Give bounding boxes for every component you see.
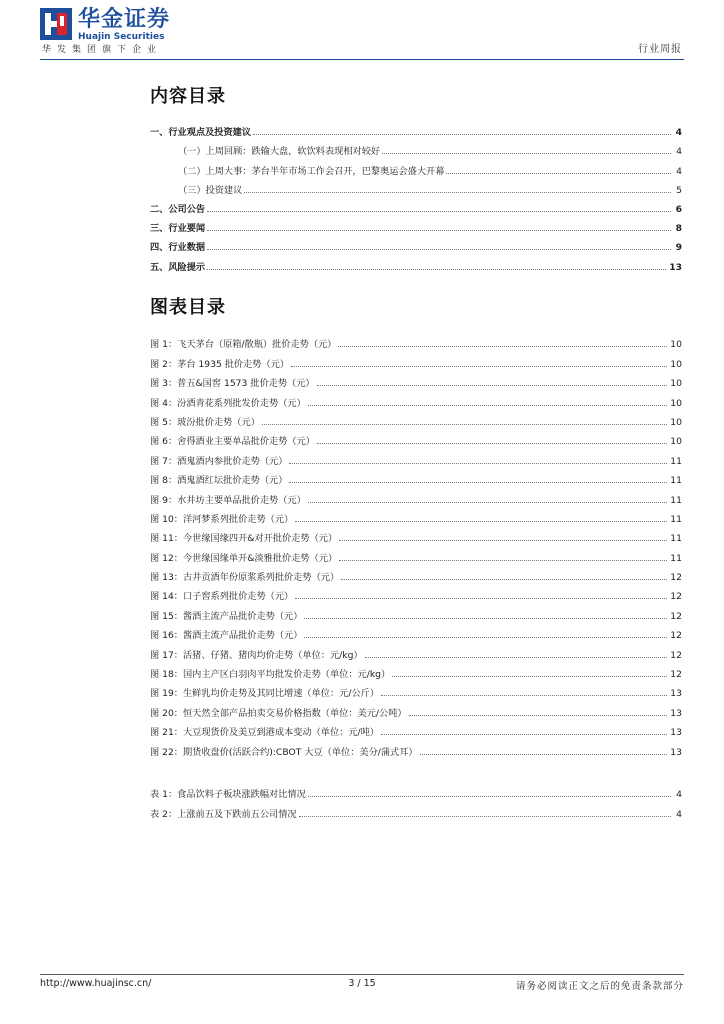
brand-name-en: Huajin Securities [78, 32, 165, 42]
toc-title: 内容目录 [150, 86, 226, 107]
dot-leader [295, 520, 667, 522]
toc-entry[interactable] [150, 177, 682, 196]
page-header [40, 8, 684, 62]
dot-leader [381, 694, 667, 696]
dot-leader [289, 462, 667, 464]
figure-entry-label: 图 3：普五&国窖 1573 批价走势（元） [150, 378, 315, 390]
figure-entry[interactable] [150, 602, 682, 621]
dot-leader [317, 442, 667, 444]
figure-entry[interactable] [150, 506, 682, 525]
dot-leader [365, 656, 668, 658]
dot-leader [207, 229, 671, 231]
figure-entry-label: 图 17：活猪、仔猪、猪肉均价走势（单位：元/kg） [150, 649, 363, 661]
figure-entry-label: 图 12：今世缘国缘单开&淡雅批价走势（元） [150, 552, 338, 564]
toc-entry-page-number: 6 [675, 203, 682, 215]
dot-leader [289, 481, 667, 483]
dot-leader [420, 753, 668, 755]
figure-entry[interactable] [150, 719, 682, 738]
figure-entry-label: 图 1：飞天茅台（原箱/散瓶）批价走势（元） [150, 339, 337, 351]
figure-entry-page-number: 11 [670, 475, 682, 487]
figure-entry-page-number: 10 [670, 358, 682, 370]
dot-leader [295, 597, 667, 599]
figure-entry-page-number: 13 [670, 727, 682, 739]
table-entry[interactable] [150, 800, 682, 819]
toc-entry-page-number: 4 [676, 146, 682, 158]
figure-entry-page-number: 12 [670, 610, 682, 622]
figure-list-title: 图表目录 [150, 297, 226, 318]
dot-leader [304, 636, 667, 638]
dot-leader [262, 423, 667, 425]
figure-entry-page-number: 10 [670, 339, 682, 351]
figure-entry[interactable] [150, 699, 682, 718]
brand-subtitle: 华发集团旗下企业 [42, 45, 163, 55]
figure-entry-page-number: 11 [670, 533, 682, 545]
figure-entry-label: 图 10：洋河梦系列批价走势（元） [150, 513, 294, 525]
figure-entry-label: 图 18：国内主产区白羽肉平均批发价走势（单位：元/kg） [150, 669, 391, 681]
figure-entry[interactable] [150, 641, 682, 660]
toc-entry-label: （三）投资建议 [178, 184, 243, 196]
toc-entry-page-number: 9 [675, 242, 682, 254]
toc-entry[interactable] [150, 119, 682, 138]
figure-entry[interactable] [150, 680, 682, 699]
dot-leader [392, 675, 667, 677]
figure-entry-page-number: 12 [670, 669, 682, 681]
disclaimer-note: 请务必阅读正文之后的免责条款部分 [515, 981, 684, 992]
dot-leader [308, 404, 668, 406]
figure-entry[interactable] [150, 661, 682, 680]
toc-entry[interactable] [150, 215, 682, 234]
figure-entry-page-number: 13 [670, 746, 682, 758]
toc-entry-label: 二、公司公告 [150, 203, 206, 215]
figure-entry[interactable] [150, 331, 682, 350]
figure-entry-page-number: 10 [670, 378, 682, 390]
figure-entry-page-number: 10 [670, 436, 682, 448]
figure-entry-label: 图 13：古井贡酒年份原浆系列批价走势（元） [150, 572, 340, 584]
figure-entry-label: 图 7：酒鬼酒内参批价走势（元） [150, 455, 288, 467]
figure-entry[interactable] [150, 738, 682, 757]
toc-entry[interactable] [150, 253, 682, 272]
dot-leader [253, 133, 671, 135]
figure-entry-label: 图 22：期货收盘价(活跃合约):CBOT 大豆（单位：美分/蒲式耳） [150, 746, 418, 758]
figure-entry-page-number: 11 [670, 455, 682, 467]
figure-entry[interactable] [150, 544, 682, 563]
figure-entry-label: 图 2：茅台 1935 批价走势（元） [150, 358, 290, 370]
dot-leader [381, 733, 667, 735]
figure-entry[interactable] [150, 447, 682, 466]
dot-leader [207, 268, 666, 270]
figure-entry[interactable] [150, 350, 682, 369]
dot-leader [244, 191, 671, 193]
dot-leader [339, 539, 667, 541]
toc-entry-label: 四、行业数据 [150, 242, 206, 254]
toc-entry-label: 一、行业观点及投资建议 [150, 127, 252, 139]
dot-leader [409, 714, 668, 716]
toc-entry-page-number: 13 [669, 261, 682, 273]
toc-entry-label: （一）上周回顾：跌输大盘，软饮料表现相对较好 [178, 146, 381, 158]
toc-entry-label: 三、行业要闻 [150, 223, 206, 235]
figure-entry-page-number: 12 [670, 630, 682, 642]
figure-entry[interactable] [150, 428, 682, 447]
dot-leader [339, 559, 667, 561]
figure-entry-label: 图 11：今世缘国缘四开&对开批价走势（元） [150, 533, 338, 545]
dot-leader [341, 578, 667, 580]
figure-entry-label: 图 14：口子窖系列批价走势（元） [150, 591, 294, 603]
figure-entry-label: 图 19：生鲜乳均价走势及其同比增速（单位：元/公斤） [150, 688, 380, 700]
figure-entry-label: 图 8：酒鬼酒红坛批价走势（元） [150, 475, 288, 487]
figure-entry-page-number: 11 [670, 494, 682, 506]
figure-entry-label: 图 21：大豆现货价及美豆到港成本变动（单位：元/吨） [150, 727, 380, 739]
toc-list [150, 119, 682, 273]
report-type: 行业周报 [638, 44, 682, 55]
table-entry-label: 表 1：食品饮料子板块涨跌幅对比情况 [150, 789, 306, 801]
dot-leader [338, 345, 667, 347]
figure-entry[interactable] [150, 622, 682, 641]
toc-entry-page-number: 4 [675, 127, 682, 139]
figure-entry-label: 图 15：酱酒主流产品批价走势（元） [150, 610, 303, 622]
figure-entry-label: 图 4：汾酒青花系列批发价走势（元） [150, 397, 306, 409]
figure-entry-page-number: 11 [670, 513, 682, 525]
dot-leader [207, 210, 671, 212]
figure-entry-page-number: 12 [670, 649, 682, 661]
toc-entry[interactable] [150, 157, 682, 176]
toc-entry-page-number: 5 [676, 184, 682, 196]
figure-entry[interactable] [150, 564, 682, 583]
figure-entry-page-number: 13 [670, 688, 682, 700]
figure-entry-page-number: 12 [670, 572, 682, 584]
figure-entry-page-number: 12 [670, 591, 682, 603]
toc-entry[interactable] [150, 234, 682, 253]
dot-leader [207, 248, 671, 250]
table-entry-page-number: 4 [676, 789, 682, 801]
dot-leader [308, 501, 668, 503]
figure-entry-label: 图 5：玻汾批价走势（元） [150, 416, 260, 428]
toc-entry-page-number: 8 [675, 223, 682, 235]
huajin-logo-icon [40, 8, 72, 40]
figure-entry-page-number: 11 [670, 552, 682, 564]
figure-entry-label: 图 6：舍得酒业主要单品批价走势（元） [150, 436, 315, 448]
footer-url[interactable]: http://www.huajinsc.cn/ [40, 978, 152, 989]
figure-entry-label: 图 16：酱酒主流产品批价走势（元） [150, 630, 303, 642]
figure-entry-label: 图 9：水井坊主要单品批价走势（元） [150, 494, 306, 506]
figure-entry[interactable] [150, 409, 682, 428]
dot-leader [299, 815, 671, 817]
figure-list [150, 331, 682, 758]
dot-leader [382, 152, 671, 154]
header-divider [40, 59, 684, 60]
table-entry-label: 表 2：上涨前五及下跌前五公司情况 [150, 808, 297, 820]
figure-entry[interactable] [150, 525, 682, 544]
table-list [150, 781, 682, 820]
figure-entry-page-number: 10 [670, 397, 682, 409]
dot-leader [304, 617, 667, 619]
figure-entry-page-number: 13 [670, 707, 682, 719]
figure-entry[interactable] [150, 486, 682, 505]
dot-leader [291, 365, 667, 367]
figure-entry[interactable] [150, 370, 682, 389]
dot-leader [317, 384, 668, 386]
brand-name-cn: 华金证券 [78, 7, 171, 32]
table-entry-page-number: 4 [676, 808, 682, 820]
dot-leader [446, 172, 671, 174]
figure-entry-page-number: 10 [670, 416, 682, 428]
dot-leader [308, 795, 671, 797]
footer-divider [40, 974, 684, 975]
figure-entry[interactable] [150, 583, 682, 602]
toc-entry[interactable] [150, 138, 682, 157]
figure-entry[interactable] [150, 389, 682, 408]
toc-entry-page-number: 4 [676, 165, 682, 177]
figure-entry[interactable] [150, 467, 682, 486]
toc-entry-label: 五、风险提示 [150, 261, 206, 273]
page-number: 3 / 15 [348, 978, 376, 989]
toc-entry-label: （二）上周大事：茅台半年市场工作会召开，巴黎奥运会盛大开幕 [178, 165, 445, 177]
table-entry[interactable] [150, 781, 682, 800]
toc-entry[interactable] [150, 196, 682, 215]
figure-entry-label: 图 20：恒天然全部产品拍卖交易价格指数（单位：美元/公吨） [150, 707, 407, 719]
